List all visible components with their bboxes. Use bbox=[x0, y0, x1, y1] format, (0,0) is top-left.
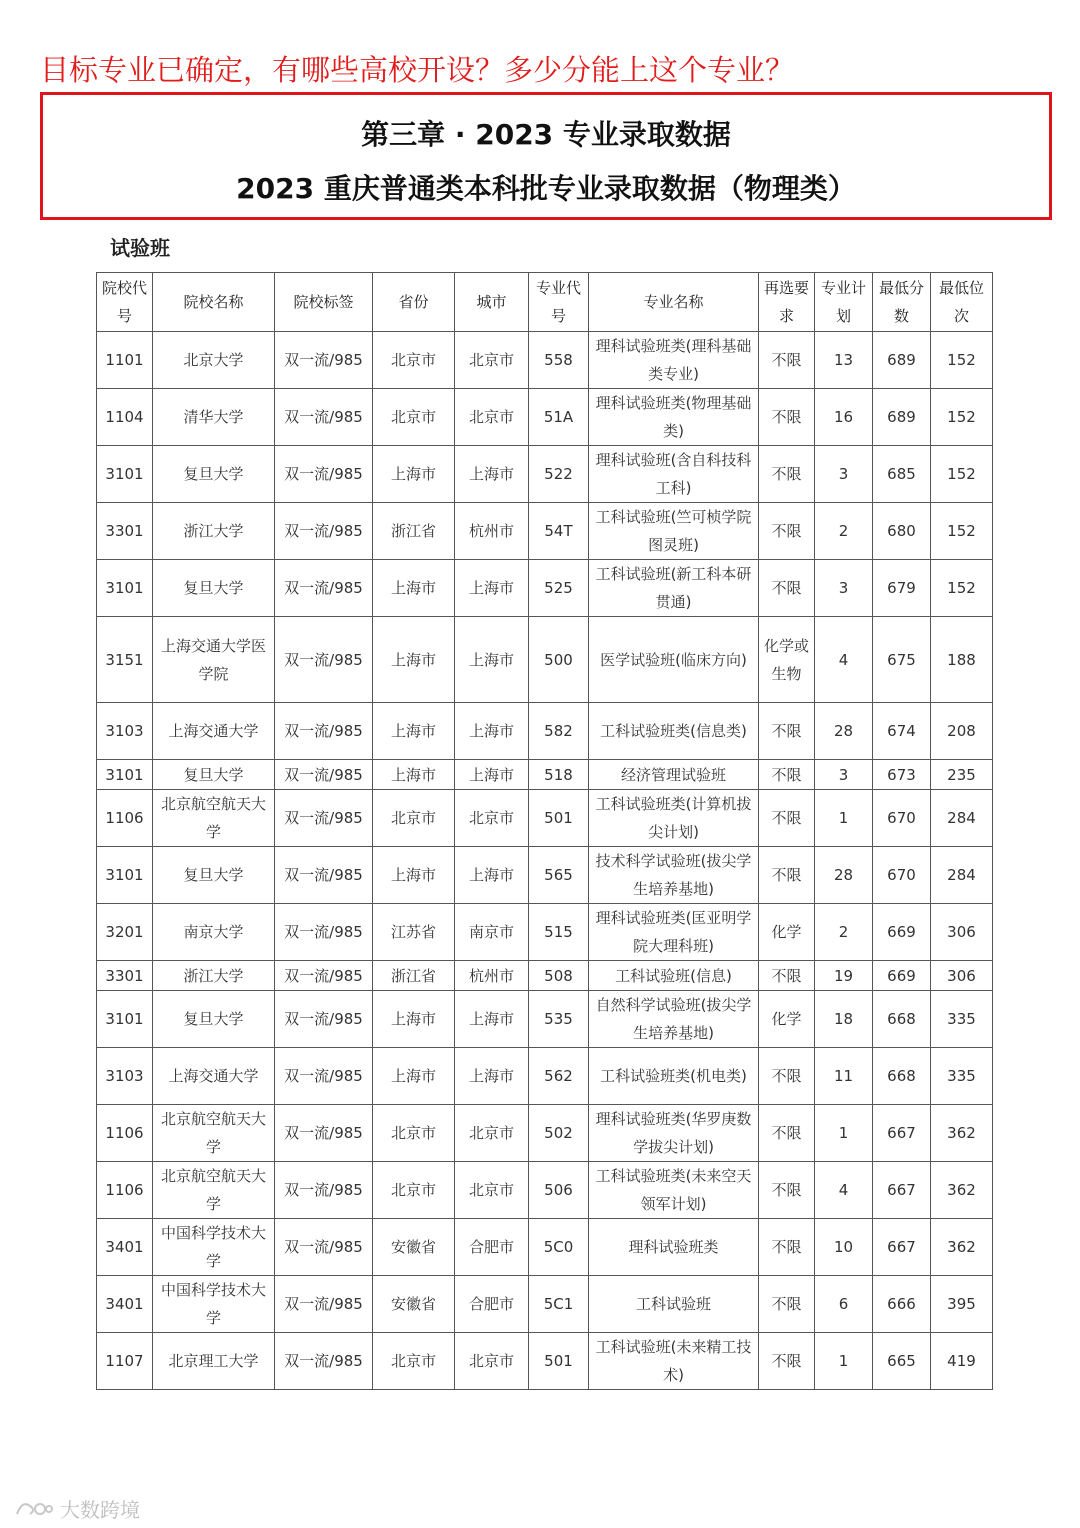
cell-major-name: 工科试验班(信息) bbox=[589, 961, 759, 991]
column-header-province: 省份 bbox=[373, 273, 455, 332]
cell-school-name: 北京大学 bbox=[153, 332, 275, 389]
cell-province: 安徽省 bbox=[373, 1276, 455, 1333]
cell-major-plan: 4 bbox=[815, 1162, 873, 1219]
cell-city: 北京市 bbox=[455, 332, 529, 389]
cell-subject-requirement: 不限 bbox=[759, 1105, 815, 1162]
table-row bbox=[97, 446, 993, 503]
table-row bbox=[97, 1048, 993, 1105]
cell-major-name: 工科试验班(未来精工技术) bbox=[589, 1333, 759, 1390]
cell-city: 上海市 bbox=[455, 446, 529, 503]
cell-min-rank: 152 bbox=[931, 389, 993, 446]
column-header-school-code: 院校代号 bbox=[97, 273, 153, 332]
cell-major-code: 558 bbox=[529, 332, 589, 389]
cell-major-plan: 2 bbox=[815, 904, 873, 961]
cell-min-rank: 419 bbox=[931, 1333, 993, 1390]
cell-city: 北京市 bbox=[455, 389, 529, 446]
cell-school-name: 浙江大学 bbox=[153, 503, 275, 560]
cell-province: 上海市 bbox=[373, 560, 455, 617]
cell-subject-requirement: 不限 bbox=[759, 760, 815, 790]
cell-min-score: 689 bbox=[873, 332, 931, 389]
cell-min-rank: 362 bbox=[931, 1162, 993, 1219]
cell-province: 上海市 bbox=[373, 617, 455, 703]
cell-school-code: 3101 bbox=[97, 560, 153, 617]
cell-major-code: 515 bbox=[529, 904, 589, 961]
table-row bbox=[97, 961, 993, 991]
table-row bbox=[97, 1162, 993, 1219]
cell-school-name: 上海交通大学医学院 bbox=[153, 617, 275, 703]
cell-major-name: 自然科学试验班(拔尖学生培养基地) bbox=[589, 991, 759, 1048]
cell-subject-requirement: 不限 bbox=[759, 847, 815, 904]
cell-subject-requirement: 不限 bbox=[759, 1333, 815, 1390]
section-label: 试验班 bbox=[110, 236, 170, 260]
cell-major-code: 500 bbox=[529, 617, 589, 703]
table-row bbox=[97, 389, 993, 446]
column-header-school-name: 院校名称 bbox=[153, 273, 275, 332]
promo-headline: 目标专业已确定，有哪些高校开设？多少分能上这个专业？ bbox=[40, 53, 795, 87]
cell-province: 上海市 bbox=[373, 847, 455, 904]
column-header-major-code: 专业代号 bbox=[529, 273, 589, 332]
cell-school-code: 3101 bbox=[97, 446, 153, 503]
table-row bbox=[97, 332, 993, 389]
cell-min-score: 668 bbox=[873, 1048, 931, 1105]
cell-province: 北京市 bbox=[373, 389, 455, 446]
table-body bbox=[97, 332, 993, 1390]
cell-province: 江苏省 bbox=[373, 904, 455, 961]
cell-school-code: 3301 bbox=[97, 961, 153, 991]
cell-city: 上海市 bbox=[455, 991, 529, 1048]
cell-major-plan: 3 bbox=[815, 760, 873, 790]
cell-subject-requirement: 不限 bbox=[759, 1219, 815, 1276]
cell-min-rank: 208 bbox=[931, 703, 993, 760]
cell-subject-requirement: 不限 bbox=[759, 332, 815, 389]
table-row bbox=[97, 617, 993, 703]
cell-major-code: 518 bbox=[529, 760, 589, 790]
cell-city: 上海市 bbox=[455, 1048, 529, 1105]
cell-min-score: 667 bbox=[873, 1105, 931, 1162]
cell-province: 上海市 bbox=[373, 1048, 455, 1105]
cell-school-name: 南京大学 bbox=[153, 904, 275, 961]
cell-school-tag: 双一流/985 bbox=[275, 1219, 373, 1276]
cell-school-name: 复旦大学 bbox=[153, 991, 275, 1048]
cell-major-plan: 1 bbox=[815, 790, 873, 847]
cell-major-name: 理科试验班(含自科技科工科) bbox=[589, 446, 759, 503]
cell-school-tag: 双一流/985 bbox=[275, 389, 373, 446]
cell-city: 杭州市 bbox=[455, 961, 529, 991]
cell-city: 上海市 bbox=[455, 560, 529, 617]
watermark-text: 大数跨境 bbox=[60, 1498, 140, 1522]
cell-min-score: 670 bbox=[873, 847, 931, 904]
cell-major-plan: 11 bbox=[815, 1048, 873, 1105]
cell-school-code: 3151 bbox=[97, 617, 153, 703]
cell-city: 杭州市 bbox=[455, 503, 529, 560]
table-title: 2023 重庆普通类本科批专业录取数据（物理类） bbox=[236, 172, 856, 205]
cell-subject-requirement: 不限 bbox=[759, 703, 815, 760]
cell-school-name: 北京航空航天大学 bbox=[153, 1105, 275, 1162]
cell-school-code: 3301 bbox=[97, 503, 153, 560]
cell-city: 合肥市 bbox=[455, 1276, 529, 1333]
cell-major-code: 522 bbox=[529, 446, 589, 503]
cell-school-tag: 双一流/985 bbox=[275, 1162, 373, 1219]
cell-school-name: 中国科学技术大学 bbox=[153, 1276, 275, 1333]
cell-province: 安徽省 bbox=[373, 1219, 455, 1276]
cell-major-name: 工科试验班类(机电类) bbox=[589, 1048, 759, 1105]
table-row bbox=[97, 1105, 993, 1162]
cell-major-name: 理科试验班类(华罗庚数学拔尖计划) bbox=[589, 1105, 759, 1162]
cell-min-score: 673 bbox=[873, 760, 931, 790]
cell-major-code: 506 bbox=[529, 1162, 589, 1219]
cell-major-name: 工科试验班(新工科本研贯通) bbox=[589, 560, 759, 617]
cell-province: 北京市 bbox=[373, 1162, 455, 1219]
cell-major-code: 5C0 bbox=[529, 1219, 589, 1276]
cell-major-name: 工科试验班类(未来空天领军计划) bbox=[589, 1162, 759, 1219]
cell-school-code: 3101 bbox=[97, 991, 153, 1048]
cell-province: 上海市 bbox=[373, 760, 455, 790]
chapter-title: 第三章 · 2023 专业录取数据 bbox=[361, 118, 731, 151]
cell-subject-requirement: 不限 bbox=[759, 560, 815, 617]
cell-school-name: 清华大学 bbox=[153, 389, 275, 446]
cell-major-plan: 2 bbox=[815, 503, 873, 560]
cell-school-code: 1106 bbox=[97, 1105, 153, 1162]
cell-school-tag: 双一流/985 bbox=[275, 446, 373, 503]
cell-min-score: 679 bbox=[873, 560, 931, 617]
cell-city: 北京市 bbox=[455, 1162, 529, 1219]
cell-school-name: 上海交通大学 bbox=[153, 703, 275, 760]
cell-major-plan: 4 bbox=[815, 617, 873, 703]
cell-min-score: 665 bbox=[873, 1333, 931, 1390]
cell-major-name: 理科试验班类 bbox=[589, 1219, 759, 1276]
cell-major-name: 理科试验班类(物理基础类) bbox=[589, 389, 759, 446]
cell-min-rank: 362 bbox=[931, 1105, 993, 1162]
cell-province: 上海市 bbox=[373, 446, 455, 503]
cell-major-code: 535 bbox=[529, 991, 589, 1048]
cell-school-name: 中国科学技术大学 bbox=[153, 1219, 275, 1276]
table-row bbox=[97, 1219, 993, 1276]
cell-major-code: 501 bbox=[529, 1333, 589, 1390]
cell-min-rank: 284 bbox=[931, 847, 993, 904]
cell-school-tag: 双一流/985 bbox=[275, 790, 373, 847]
cell-major-name: 理科试验班类(匡亚明学院大理科班) bbox=[589, 904, 759, 961]
cell-city: 北京市 bbox=[455, 790, 529, 847]
cell-min-score: 669 bbox=[873, 904, 931, 961]
cell-subject-requirement: 不限 bbox=[759, 790, 815, 847]
cell-school-name: 北京航空航天大学 bbox=[153, 790, 275, 847]
cell-min-score: 667 bbox=[873, 1162, 931, 1219]
cell-min-score: 667 bbox=[873, 1219, 931, 1276]
cell-major-name: 技术科学试验班(拔尖学生培养基地) bbox=[589, 847, 759, 904]
cell-subject-requirement: 化学 bbox=[759, 904, 815, 961]
cell-min-rank: 152 bbox=[931, 446, 993, 503]
cell-school-code: 1104 bbox=[97, 389, 153, 446]
cell-major-plan: 10 bbox=[815, 1219, 873, 1276]
table-row bbox=[97, 503, 993, 560]
cell-school-tag: 双一流/985 bbox=[275, 1048, 373, 1105]
cell-min-rank: 362 bbox=[931, 1219, 993, 1276]
cell-min-rank: 152 bbox=[931, 503, 993, 560]
cell-province: 北京市 bbox=[373, 1333, 455, 1390]
cell-major-name: 经济管理试验班 bbox=[589, 760, 759, 790]
cell-subject-requirement: 化学 bbox=[759, 991, 815, 1048]
table-row bbox=[97, 1276, 993, 1333]
cell-major-name: 工科试验班(竺可桢学院图灵班) bbox=[589, 503, 759, 560]
column-header-min-score: 最低分数 bbox=[873, 273, 931, 332]
cell-school-tag: 双一流/985 bbox=[275, 1333, 373, 1390]
cell-city: 北京市 bbox=[455, 1105, 529, 1162]
cell-min-rank: 335 bbox=[931, 1048, 993, 1105]
cell-major-name: 工科试验班 bbox=[589, 1276, 759, 1333]
cell-school-code: 1101 bbox=[97, 332, 153, 389]
cell-major-name: 医学试验班(临床方向) bbox=[589, 617, 759, 703]
cell-school-tag: 双一流/985 bbox=[275, 1105, 373, 1162]
cell-min-rank: 335 bbox=[931, 991, 993, 1048]
cell-province: 浙江省 bbox=[373, 503, 455, 560]
cell-major-plan: 3 bbox=[815, 446, 873, 503]
cell-major-plan: 28 bbox=[815, 847, 873, 904]
cell-school-code: 3401 bbox=[97, 1219, 153, 1276]
cell-school-tag: 双一流/985 bbox=[275, 503, 373, 560]
column-header-major-plan: 专业计划 bbox=[815, 273, 873, 332]
cell-city: 北京市 bbox=[455, 1333, 529, 1390]
cell-school-name: 上海交通大学 bbox=[153, 1048, 275, 1105]
cell-school-code: 3103 bbox=[97, 1048, 153, 1105]
table-row bbox=[97, 847, 993, 904]
cell-school-tag: 双一流/985 bbox=[275, 617, 373, 703]
cell-major-code: 562 bbox=[529, 1048, 589, 1105]
cell-school-code: 3401 bbox=[97, 1276, 153, 1333]
cell-min-score: 668 bbox=[873, 991, 931, 1048]
cell-min-rank: 306 bbox=[931, 904, 993, 961]
cell-major-code: 501 bbox=[529, 790, 589, 847]
cell-min-rank: 188 bbox=[931, 617, 993, 703]
cell-school-name: 复旦大学 bbox=[153, 760, 275, 790]
cell-school-code: 1106 bbox=[97, 790, 153, 847]
cell-school-code: 3201 bbox=[97, 904, 153, 961]
cell-school-tag: 双一流/985 bbox=[275, 560, 373, 617]
cell-school-code: 3103 bbox=[97, 703, 153, 760]
column-header-subject-requirement: 再选要求 bbox=[759, 273, 815, 332]
cell-major-plan: 1 bbox=[815, 1105, 873, 1162]
cell-school-name: 复旦大学 bbox=[153, 446, 275, 503]
cell-major-code: 508 bbox=[529, 961, 589, 991]
table-row bbox=[97, 760, 993, 790]
cell-school-name: 浙江大学 bbox=[153, 961, 275, 991]
column-header-city: 城市 bbox=[455, 273, 529, 332]
table-row bbox=[97, 1333, 993, 1390]
cell-major-code: 51A bbox=[529, 389, 589, 446]
cell-major-name: 工科试验班类(计算机拔尖计划) bbox=[589, 790, 759, 847]
cell-province: 北京市 bbox=[373, 1105, 455, 1162]
cell-major-plan: 19 bbox=[815, 961, 873, 991]
cell-major-plan: 28 bbox=[815, 703, 873, 760]
cell-min-rank: 152 bbox=[931, 560, 993, 617]
watermark bbox=[14, 1494, 140, 1523]
table-row bbox=[97, 560, 993, 617]
cell-subject-requirement: 不限 bbox=[759, 446, 815, 503]
cell-school-tag: 双一流/985 bbox=[275, 703, 373, 760]
cell-school-code: 3101 bbox=[97, 847, 153, 904]
cell-school-tag: 双一流/985 bbox=[275, 847, 373, 904]
cell-min-rank: 395 bbox=[931, 1276, 993, 1333]
cell-min-score: 670 bbox=[873, 790, 931, 847]
cell-school-name: 北京航空航天大学 bbox=[153, 1162, 275, 1219]
cell-school-tag: 双一流/985 bbox=[275, 904, 373, 961]
cell-min-rank: 284 bbox=[931, 790, 993, 847]
cell-min-rank: 152 bbox=[931, 332, 993, 389]
cell-min-score: 680 bbox=[873, 503, 931, 560]
cell-city: 上海市 bbox=[455, 617, 529, 703]
cell-major-code: 5C1 bbox=[529, 1276, 589, 1333]
cell-city: 上海市 bbox=[455, 703, 529, 760]
cell-major-plan: 6 bbox=[815, 1276, 873, 1333]
cell-major-name: 理科试验班类(理科基础类专业) bbox=[589, 332, 759, 389]
cell-school-name: 北京理工大学 bbox=[153, 1333, 275, 1390]
cell-province: 浙江省 bbox=[373, 961, 455, 991]
cell-subject-requirement: 不限 bbox=[759, 389, 815, 446]
cell-city: 上海市 bbox=[455, 847, 529, 904]
cell-subject-requirement: 化学或生物 bbox=[759, 617, 815, 703]
cell-min-score: 674 bbox=[873, 703, 931, 760]
cell-province: 上海市 bbox=[373, 991, 455, 1048]
cell-min-score: 675 bbox=[873, 617, 931, 703]
cell-province: 北京市 bbox=[373, 332, 455, 389]
cell-school-name: 复旦大学 bbox=[153, 560, 275, 617]
cell-min-score: 669 bbox=[873, 961, 931, 991]
chapter-title-box bbox=[40, 92, 1052, 220]
cell-school-tag: 双一流/985 bbox=[275, 1276, 373, 1333]
cell-school-tag: 双一流/985 bbox=[275, 332, 373, 389]
table-row bbox=[97, 703, 993, 760]
cell-subject-requirement: 不限 bbox=[759, 503, 815, 560]
cell-min-score: 685 bbox=[873, 446, 931, 503]
watermark-logo-icon bbox=[14, 1498, 54, 1520]
cell-subject-requirement: 不限 bbox=[759, 961, 815, 991]
cell-school-code: 1107 bbox=[97, 1333, 153, 1390]
cell-province: 北京市 bbox=[373, 790, 455, 847]
cell-province: 上海市 bbox=[373, 703, 455, 760]
cell-min-rank: 306 bbox=[931, 961, 993, 991]
cell-major-code: 565 bbox=[529, 847, 589, 904]
cell-major-code: 54T bbox=[529, 503, 589, 560]
cell-city: 南京市 bbox=[455, 904, 529, 961]
cell-subject-requirement: 不限 bbox=[759, 1162, 815, 1219]
cell-school-tag: 双一流/985 bbox=[275, 760, 373, 790]
cell-major-plan: 16 bbox=[815, 389, 873, 446]
admission-table bbox=[96, 272, 993, 1390]
cell-city: 上海市 bbox=[455, 760, 529, 790]
cell-school-tag: 双一流/985 bbox=[275, 961, 373, 991]
table-header bbox=[97, 273, 993, 332]
cell-school-code: 3101 bbox=[97, 760, 153, 790]
table-row bbox=[97, 904, 993, 961]
cell-subject-requirement: 不限 bbox=[759, 1276, 815, 1333]
cell-major-code: 582 bbox=[529, 703, 589, 760]
cell-min-rank: 235 bbox=[931, 760, 993, 790]
cell-city: 合肥市 bbox=[455, 1219, 529, 1276]
table-row bbox=[97, 790, 993, 847]
cell-major-code: 525 bbox=[529, 560, 589, 617]
cell-major-plan: 3 bbox=[815, 560, 873, 617]
column-header-major-name: 专业名称 bbox=[589, 273, 759, 332]
cell-min-score: 689 bbox=[873, 389, 931, 446]
column-header-school-tag: 院校标签 bbox=[275, 273, 373, 332]
column-header-min-rank: 最低位次 bbox=[931, 273, 993, 332]
cell-school-name: 复旦大学 bbox=[153, 847, 275, 904]
cell-major-name: 工科试验班类(信息类) bbox=[589, 703, 759, 760]
cell-major-code: 502 bbox=[529, 1105, 589, 1162]
cell-major-plan: 18 bbox=[815, 991, 873, 1048]
cell-major-plan: 1 bbox=[815, 1333, 873, 1390]
cell-min-score: 666 bbox=[873, 1276, 931, 1333]
cell-subject-requirement: 不限 bbox=[759, 1048, 815, 1105]
cell-major-plan: 13 bbox=[815, 332, 873, 389]
cell-school-code: 1106 bbox=[97, 1162, 153, 1219]
cell-school-tag: 双一流/985 bbox=[275, 991, 373, 1048]
table-row bbox=[97, 991, 993, 1048]
